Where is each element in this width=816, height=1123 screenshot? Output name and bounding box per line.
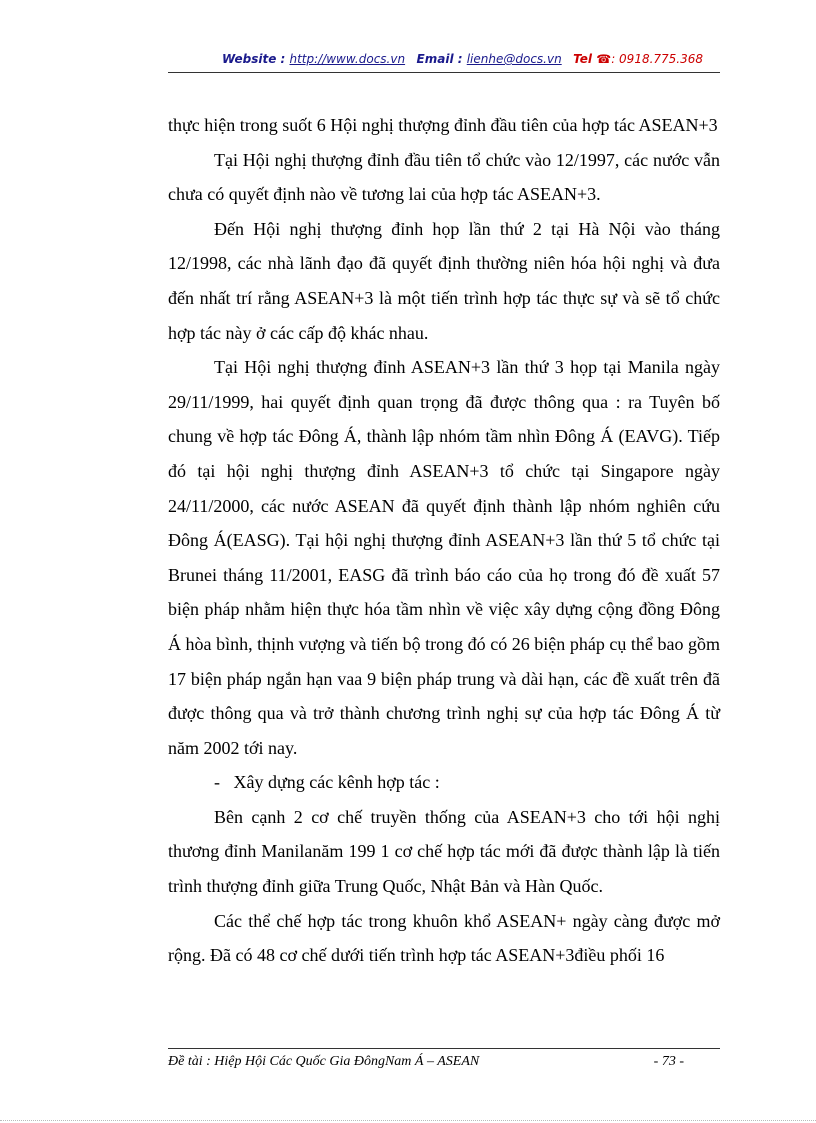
- page-edge: [0, 1120, 816, 1121]
- tel-label: Tel: [573, 52, 597, 66]
- header-divider: [168, 72, 720, 73]
- tel-number: : 0918.775.368: [611, 52, 704, 66]
- paragraph-6: Các thể chế hợp tác trong khuôn khổ ASEAN+ ngày càng được mở rộng. Đã có 48 cơ chế dưới tiến trình hợp tác ASEAN+3điều phối 16: [168, 910, 720, 966]
- footer-title: Đề tài : Hiệp Hội Các Quốc Gia ĐôngNam Á – ASEAN: [168, 1054, 480, 1069]
- paragraph-2: Tại Hội nghị thượng đỉnh đầu tiên tổ chức vào 12/1997, các nước vẫn chưa có quyết định nào về tương lai của hợp tác ASEAN+3.: [168, 149, 720, 205]
- website-link[interactable]: http://www.docs.vn: [289, 52, 406, 66]
- paragraph-3: Đến Hội nghị thượng đỉnh họp lần thứ 2 tại Hà Nội vào tháng 12/1998, các nhà lãnh đạo đã quyết định thường niên hóa hội nghị và đưa đến nhất trí rằng ASEAN+3 là một tiến trình hợp tác thực sự và sẽ tổ chức hợp tác này ở các cấp độ khác nhau.: [168, 218, 720, 343]
- paragraph-5: Bên cạnh 2 cơ chế truyền thống của ASEAN+3 cho tới hội nghị thương đỉnh Manilanăm 199 1 cơ chế hợp tác mới đã được thành lập là tiến trình thượng đỉnh giữa Trung Quốc, Nhật Bản và Hàn Quốc.: [168, 806, 720, 897]
- page-number: - 73 -: [653, 1054, 684, 1069]
- phone-icon: ☎: [596, 52, 612, 66]
- email-link[interactable]: lienhe@docs.vn: [466, 52, 562, 66]
- section-bullet: - Xây dựng các kênh hợp tác :: [214, 772, 440, 793]
- document-body: [168, 108, 720, 973]
- paragraph-4: Tại Hội nghị thượng đỉnh ASEAN+3 lần thứ 3 họp tại Manila ngày 29/11/1999, hai quyết định quan trọng đã được thông qua : ra Tuyên bố chung về hợp tác Đông Á, thành lập nhóm tầm nhìn Đông Á (EAVG). Tiếp đó tại hội nghị thượng đỉnh ASEAN+3 tổ chức tại Singapore ngày 24/11/2000, các nước ASEAN đã quyết định thành lập nhóm nghiên cứu Đông Á(EASG). Tại hội nghị thượng đỉnh ASEAN+3 lần thứ 5 tổ chức tại Brunei tháng 11/2001, EASG đã trình báo cáo của họ trong đó đề xuất 57 biện pháp nhằm hiện thực hóa tầm nhìn về việc xây dựng cộng đồng Đông Á hòa bình, thịnh vượng và tiến bộ trong đó có 26 biện pháp cụ thể bao gồm 17 biện pháp ngắn hạn vaa 9 biện pháp trung và dài hạn, các đề xuất trên đã được thông qua và trở thành chương trình nghị sự của hợp tác Đông Á từ năm 2002 tới nay.: [168, 357, 720, 758]
- page-header: [222, 52, 722, 66]
- footer-divider: [168, 1048, 720, 1049]
- paragraph-1: thực hiện trong suốt 6 Hội nghị thượng đỉnh đầu tiên của hợp tác ASEAN+3: [168, 115, 718, 135]
- website-label: Website :: [222, 52, 290, 66]
- email-label: Email :: [416, 52, 467, 66]
